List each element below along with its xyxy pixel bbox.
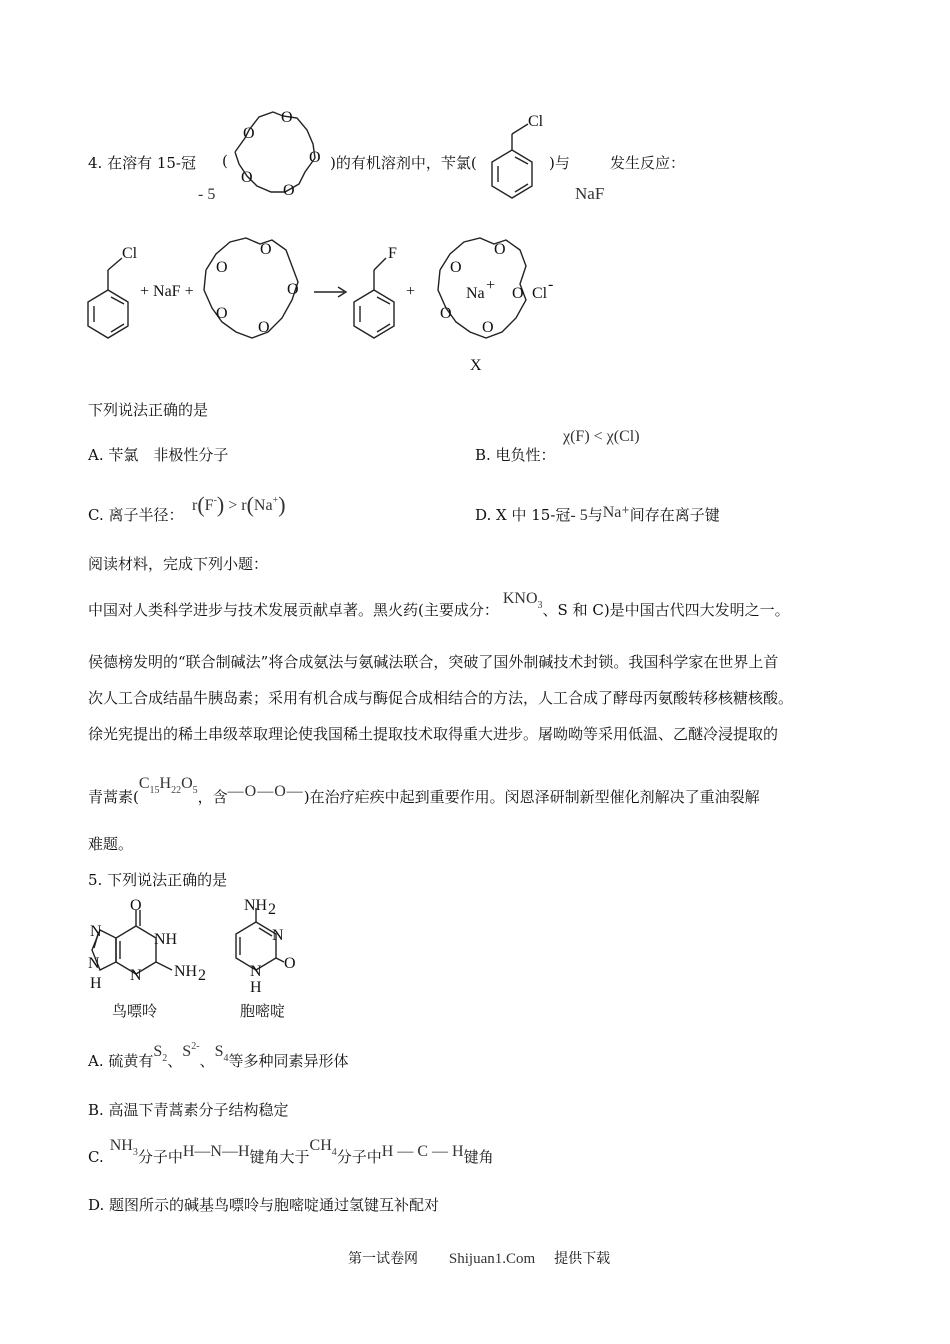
q5-option-b: B. 高温下青蒿素分子结构稳定 [88,1101,289,1119]
sodium-ion-label: Na [466,285,485,302]
footer-download-text: 提供下载 [554,1251,611,1267]
reading-line-4: 徐光宪提出的稀土串级萃取理论使我国稀土提取技术取得重大进步。屠呦呦等采用低温、乙醚冷浸提取的 [88,725,779,743]
cytosine-n-1: N [250,963,262,980]
oxygen-count: 5 [192,785,198,796]
crown-o-1: O [243,125,255,142]
reaction-scheme [80,228,620,378]
reaction-arrow [314,287,346,297]
f-label: F [388,245,397,262]
s2-symbol: S [153,1043,163,1060]
crown-ether-structure [204,238,299,338]
reading-intro: 阅读材料，完成下列小题： [88,555,269,573]
reading-line-5-start: 青蒿素( [88,788,139,806]
q4-option-d-suffix: 间存在离子键 [629,506,720,524]
benzyl-fluoride-structure [354,245,397,338]
plus-naf-plus: + NaF + [140,283,194,300]
crown-o-d: O [258,319,270,336]
q5-option-c-text-3: 分子中 [336,1148,382,1166]
guanine-n-3: N [130,967,142,984]
s4-symbol: S [214,1043,224,1060]
crown-o-h: O [512,285,524,302]
reading-line-1 [88,590,790,620]
reading-line-1-start: 中国对人类科学进步与技术发展贡献卓著。黑火药(主要成分： [88,601,499,619]
complex-x-label: X [470,357,482,374]
crown-o-b: O [260,241,272,258]
crown-ether-structure-inline [225,100,335,210]
nh3-formula [109,1137,138,1158]
carbon-symbol: C [138,775,150,792]
s2-formula [153,1043,168,1064]
guanine-n-7: N [90,923,102,940]
sodium-charge: + [486,277,496,294]
plus-sign: + [406,283,416,300]
kno-subscript: 3 [537,600,543,611]
crown-o-c: O [287,281,299,298]
hch-bond: H — C — H [381,1143,464,1160]
kno-symbol: KNO [502,590,538,607]
benzyl-chloride-structure-inline [488,108,558,208]
guanine-amino-sub: 2 [198,967,206,984]
q4-option-c [88,504,183,525]
q4-stem-mid: )的有机溶剂中，苄氯( [330,154,477,172]
reading-line-3: 次人工合成结晶牛胰岛素；采用有机合成与酶促合成相结合的方法，人工合成了酵母丙氨酸转移核糖核酸。 [88,689,794,707]
guanine-oxygen: O [130,897,142,914]
q5-option-c-text-2: 键角大于 [249,1148,310,1166]
q4-option-d-label: D. X 中 15-冠 [475,506,571,524]
cl-label: Cl [122,245,138,262]
crown-o-f: O [450,259,462,276]
radius-r-1: r [192,497,198,514]
crown-o-5: O [241,169,253,186]
artemisinin-formula [138,775,198,796]
sodium-ion-charge: + [272,495,279,506]
s2-ion-charge: 2- [191,1041,200,1052]
q4-option-b [475,444,556,465]
q4-option-b-label: B. 电负性： [475,446,556,464]
cytosine-structure [222,896,302,996]
s4-subscript: 4 [223,1053,229,1064]
crown-o-i: O [482,319,494,336]
q4-crown-suffix: - 5 [198,186,216,203]
s2-subscript: 2 [162,1053,168,1064]
q5-option-a-sep2: 、 [199,1052,215,1070]
crown-o-2: O [281,109,293,126]
q4-option-a: A. 苄氯 非极性分子 [88,446,229,464]
cl-label-inline: Cl [528,113,544,130]
ch4-formula [309,1137,337,1158]
s2-ion-symbol: S [182,1043,192,1060]
crown-o-j: O [440,305,452,322]
cytosine-amino: NH [244,897,268,914]
naf-formula: NaF [575,184,605,203]
reading-line-6: 难题。 [88,835,134,853]
sodium-symbol: Na [253,497,273,514]
q5-option-c-text-4: 键角 [463,1148,494,1166]
guanine-amino: NH [174,963,198,980]
q5-option-a-end: 等多种同素异形体 [228,1052,349,1070]
footer [348,1248,610,1268]
cytosine-h-1: H [250,979,262,996]
q5-option-c-label: C. [88,1148,104,1166]
footer-site-name: 第一试卷网 [348,1251,418,1267]
q5-option-a-sep1: 、 [167,1052,183,1070]
opt-d-sodium-charge: + [621,505,630,516]
radius-r-2: > r [228,497,247,514]
electronegativity-expression: χ(F) < χ(Cl) [563,428,640,445]
q5-option-a [88,1041,349,1071]
q5-option-c [88,1137,494,1167]
q5-stem: 5. 下列说法正确的是 [88,871,228,889]
hydrogen-count: 22 [171,785,182,796]
q5-option-a-start: A. 硫黄有 [88,1052,154,1070]
cytosine-label: 胞嘧啶 [240,1002,286,1020]
crown-o-e: O [216,305,228,322]
q4-option-d [475,504,720,525]
s4-formula [214,1043,229,1064]
hnh-bond: H—N—H [182,1143,250,1160]
peroxide-bond: —O—O— [227,783,304,800]
guanine-label: 鸟嘌呤 [112,1002,158,1020]
oxygen-symbol: O [181,775,193,792]
q4-option-c-label: C. 离子半径： [88,506,184,524]
reading-line-5 [88,775,760,807]
opt-d-sodium: Na [602,504,622,521]
s2-ion-formula [182,1043,199,1060]
reading-line-5-end: )在治疗疟疾中起到重要作用。闵恩泽研制新型催化剂解决了重油裂解 [303,788,760,806]
guanine-structure [86,896,216,992]
cytosine-oxygen: O [284,955,296,972]
carbon-count: 15 [149,785,160,796]
fluoride-charge: - [213,495,217,506]
guanine-h-9: H [90,975,102,992]
kno3-formula [502,590,543,611]
q5-option-c-text-1: 分子中 [137,1148,183,1166]
reading-line-5-contains: ，含 [197,788,228,806]
q4-stem-end: 发生反应： [610,154,686,172]
nh3-symbol: NH [109,1137,133,1154]
cytosine-n-3: N [272,927,284,944]
q5-option-d: D. 题图所示的碱基鸟嘌呤与胞嘧啶通过氢键互补配对 [88,1196,440,1214]
crown-o-4: O [283,182,295,199]
crown-o-g: O [494,241,506,258]
ch4-subscript: 4 [331,1147,337,1158]
ch4-symbol: CH [309,1137,332,1154]
chloride-ion-label: Cl [532,285,548,302]
ionic-radius-expression: r(F-) > r(Na+) [192,492,286,517]
q4-stem-start: 4. 在溶有 15-冠 [88,154,197,172]
chloride-charge: - [548,276,554,293]
crown-number: - 5 [570,507,588,524]
guanine-n-9: N [88,955,100,972]
reading-line-1-end: 、S 和 C)是中国古代四大发明之一。 [542,601,790,619]
hydrogen-symbol: H [159,775,172,792]
q4-open-paren: ( [222,152,228,170]
benzyl-chloride-structure [88,245,138,338]
crown-complex-structure [438,238,553,338]
guanine-nh-1: NH [154,931,178,948]
crown-o-a: O [216,259,228,276]
q4-option-d-with: 与 [587,506,603,524]
cytosine-amino-sub: 2 [268,901,276,918]
nh3-subscript: 3 [132,1147,138,1158]
reading-line-2: 侯德榜发明的“联合制碱法”将合成氨法与氨碱法联合，突破了国外制碱技术封锁。我国科学家在世界上首 [88,653,779,671]
footer-domain-link[interactable]: Shijuan1.Com [448,1251,536,1267]
crown-o-3: O [309,149,321,166]
fluoride-symbol: F [204,497,214,514]
q4-stem-and: )与 [549,154,570,172]
q4-question: 下列说法正确的是 [88,401,209,419]
